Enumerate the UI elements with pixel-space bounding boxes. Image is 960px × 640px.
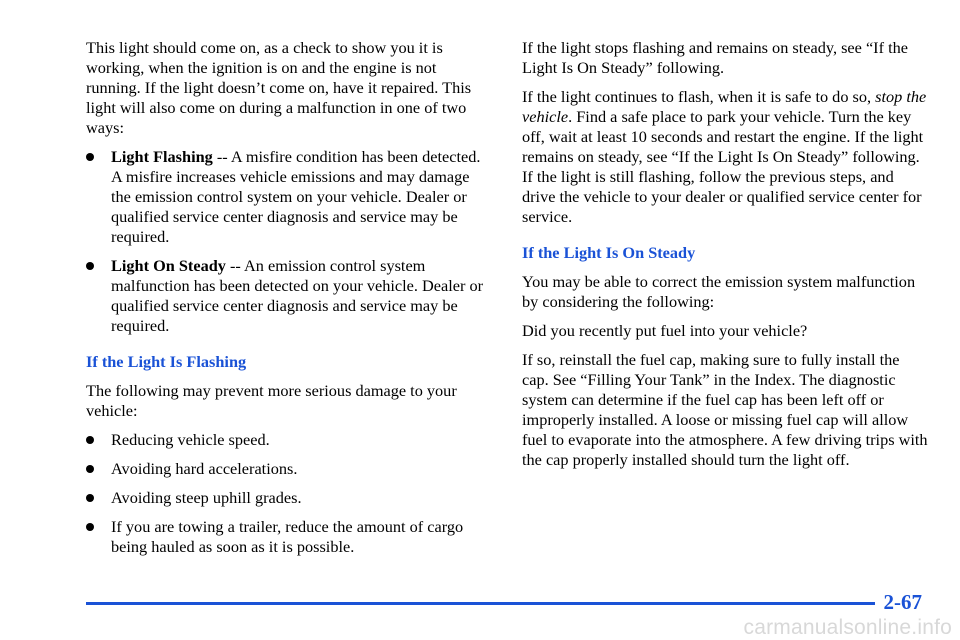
list-item	[86, 488, 492, 508]
mode-separator: --	[225, 256, 244, 275]
stops-flashing-paragraph: If the light stops flashing and remains on steady, see “If the Light Is On Steady” following.	[522, 38, 908, 77]
continues-flashing-paragraph	[522, 87, 928, 227]
steady-paragraph-1: You may be able to correct the emission system malfunction by considering the following:	[522, 272, 916, 311]
list-item	[86, 517, 492, 557]
mode-description: A misfire condition has been detected. A misfire increases vehicle emissions and may damage the emission control system on your vehicle. Dealer or qualified service center diagnosis and service may be required.	[111, 147, 481, 246]
mode-term: Light Flashing	[111, 147, 213, 166]
steady-paragraph-3: If so, reinstall the fuel cap, making sure to fully install the cap. See “Filling Your Tank” in the Index. The diagnostic system can determine if the fuel cap has been left off or improperly installed. A loose or missing fuel cap will allow fuel to evaporate into the atmosphere. A few driving trips with the cap properly installed should turn the light off.	[522, 350, 928, 469]
flashing-intro: The following may prevent more serious damage to your vehicle:	[86, 381, 457, 420]
flashing-heading: If the Light Is Flashing	[86, 352, 247, 371]
list-item-text: Reducing vehicle speed.	[111, 430, 270, 449]
mode-term: Light On Steady	[111, 256, 226, 275]
paragraph-text: If the light continues to flash, when it is safe to do so,	[522, 87, 872, 106]
paragraph-text: . Find a safe place to park your vehicle. Turn the key off, wait at least 10 seconds and restart the engine. If the light remains on steady, see “If the Light Is On Steady” following. If the light is still flashing, follow the previous steps, and drive the vehicle to your dealer or qualified service center for service.	[522, 107, 924, 226]
list-item	[86, 256, 492, 336]
list-item	[86, 147, 492, 247]
bullet-icon	[86, 262, 94, 270]
emphasis-text: stop the vehicle	[522, 87, 927, 126]
left-column	[86, 38, 492, 566]
bullet-icon	[86, 436, 94, 444]
bullet-icon	[86, 494, 94, 502]
list-item-text: If you are towing a trailer, reduce the amount of cargo being hauled as soon as it is possible.	[111, 517, 464, 556]
watermark-text: carmanualsonline.info	[743, 616, 952, 639]
footer-rule	[86, 602, 875, 605]
mode-separator: --	[212, 147, 231, 166]
bullet-icon	[86, 465, 94, 473]
list-item-text: Avoiding hard accelerations.	[111, 459, 298, 478]
mode-description: An emission control system malfunction has been detected on your vehicle. Dealer or qualified service center diagnosis and service may be required.	[111, 256, 484, 335]
steady-paragraph-2: Did you recently put fuel into your vehicle?	[522, 321, 808, 340]
page-number: 2-67	[883, 590, 922, 614]
list-item	[86, 430, 492, 450]
list-item	[86, 459, 492, 479]
list-item-text: Avoiding steep uphill grades.	[111, 488, 302, 507]
steady-heading: If the Light Is On Steady	[522, 243, 696, 262]
bullet-icon	[86, 153, 94, 161]
flashing-actions-list	[86, 430, 492, 557]
bullet-icon	[86, 523, 94, 531]
light-modes-list	[86, 147, 492, 336]
intro-paragraph: This light should come on, as a check to show you it is working, when the ignition is on and the engine is not running. If the light doesn’t come on, have it repaired. This light will also come on during a malfunction in one of two ways:	[86, 38, 472, 137]
right-column	[522, 38, 928, 479]
